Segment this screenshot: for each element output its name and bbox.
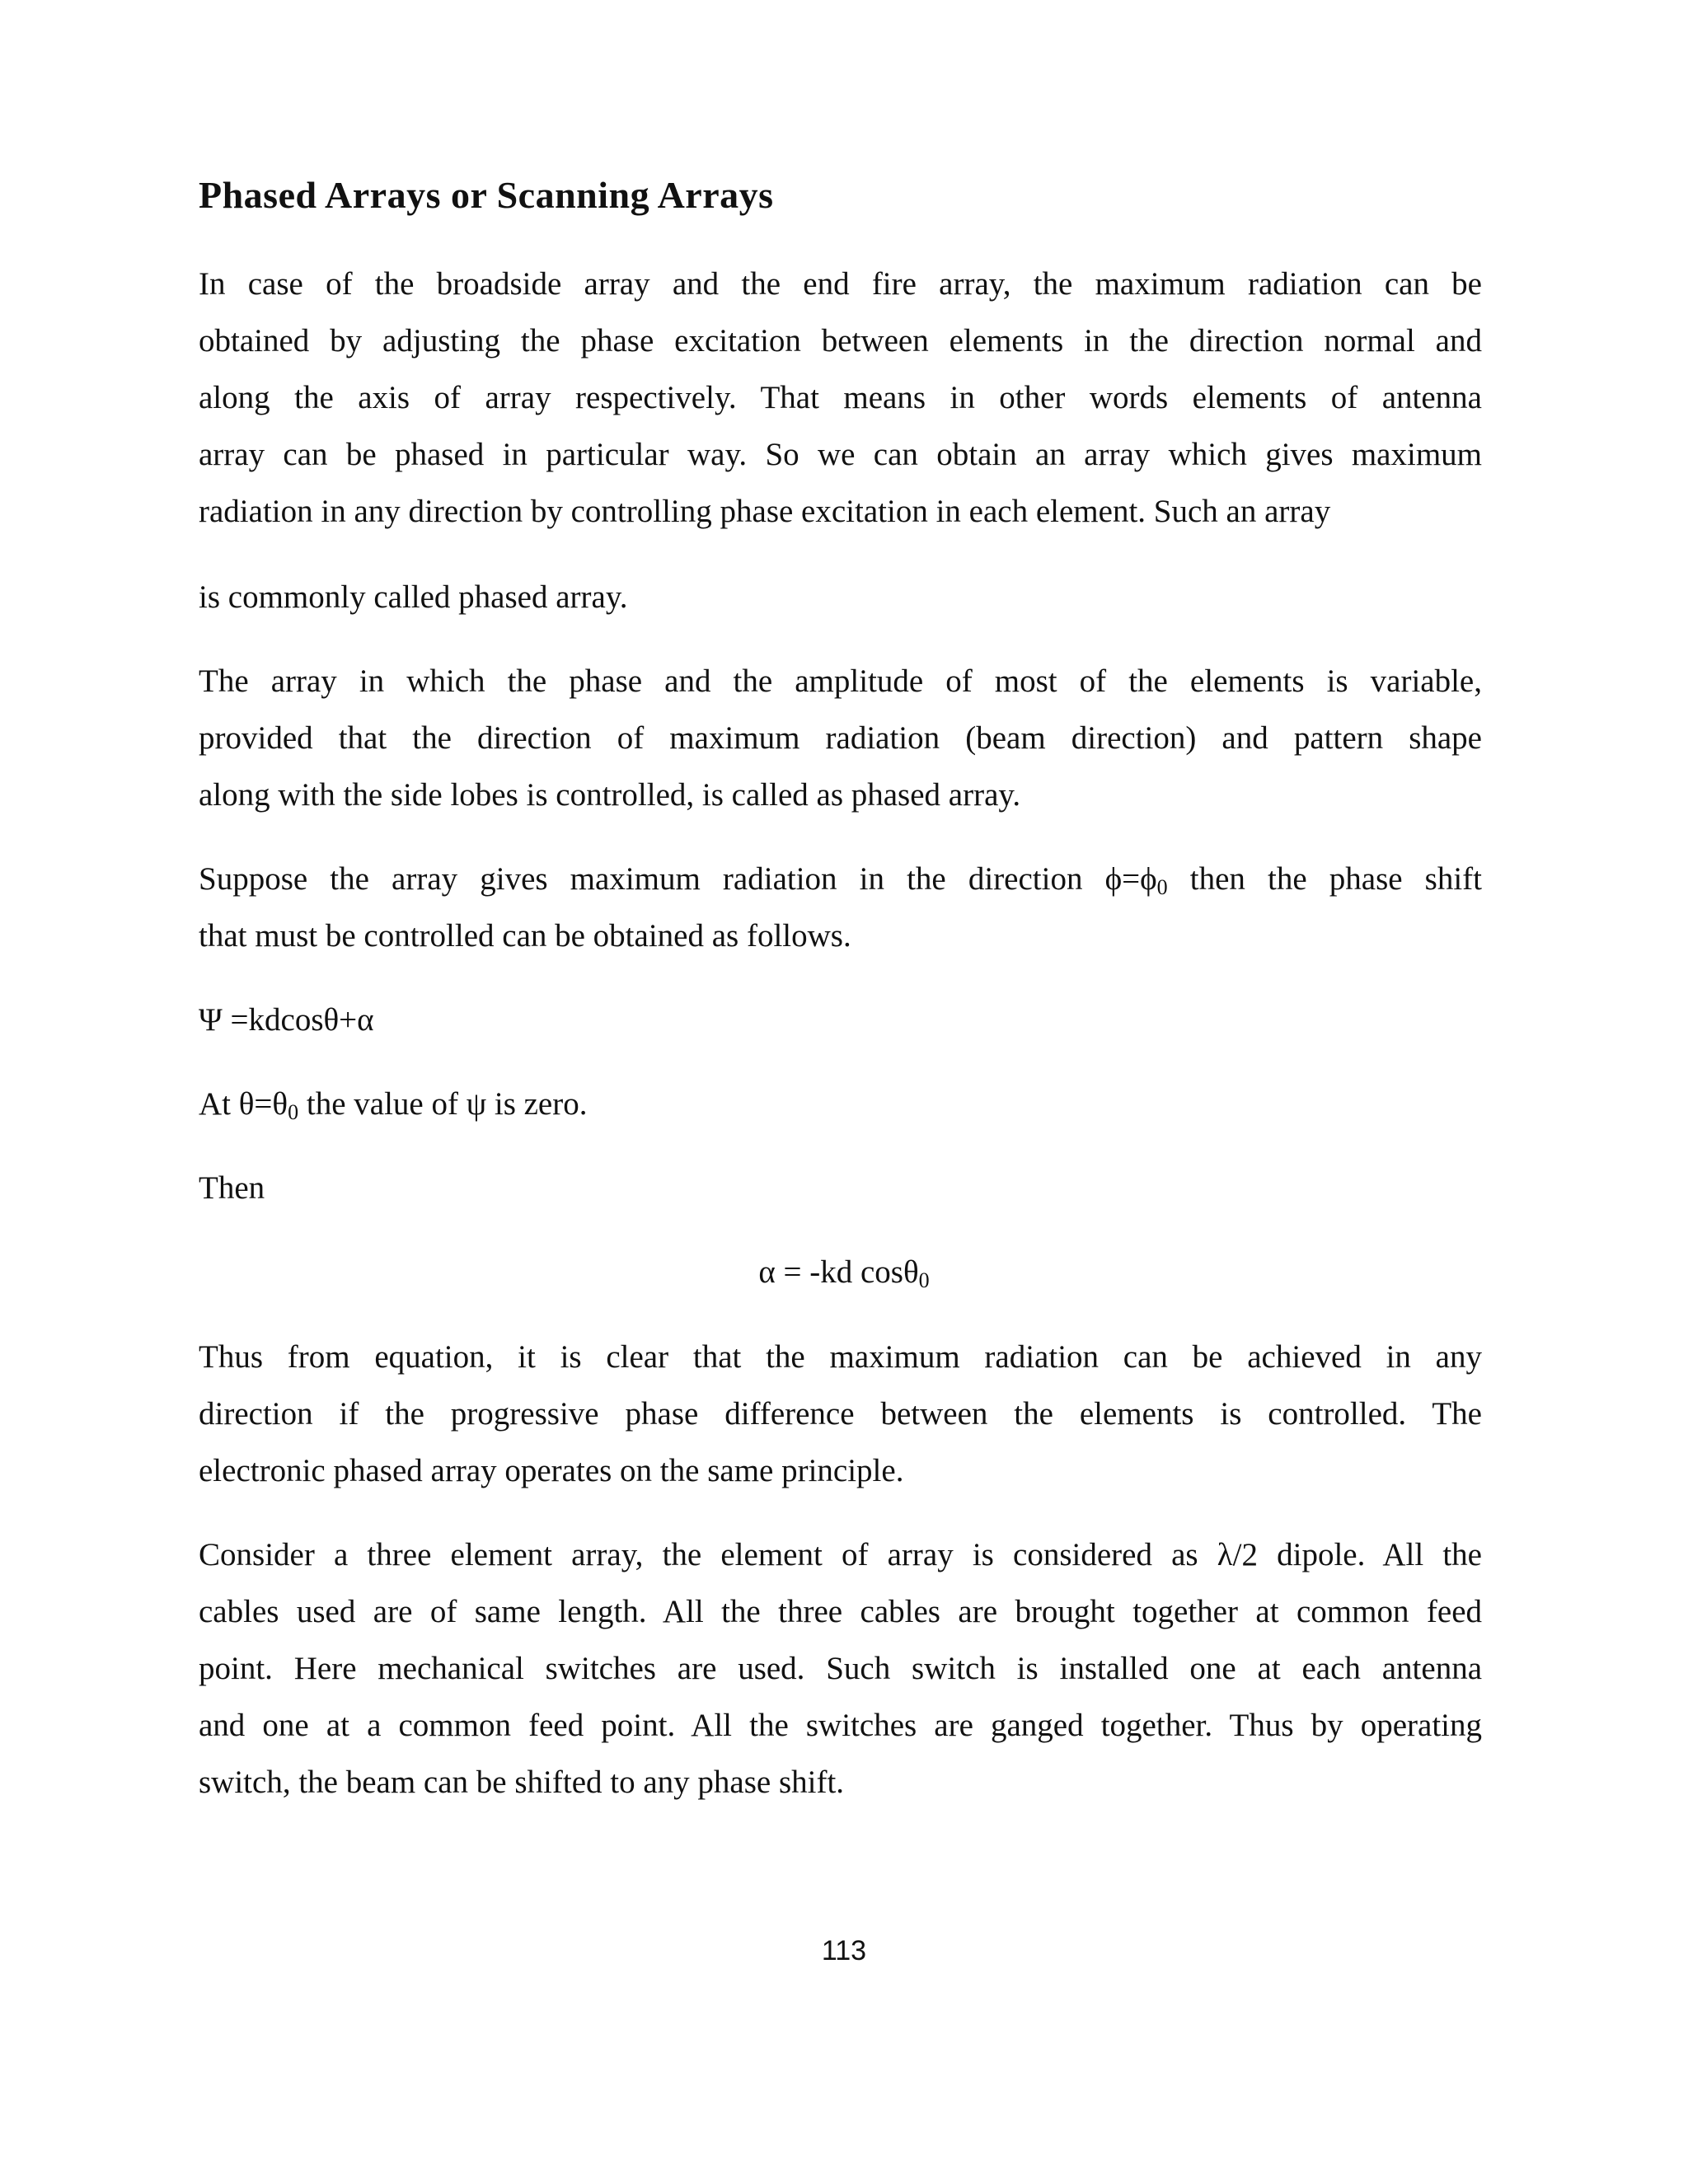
text-line — [199, 1076, 1482, 1132]
text-fragment: Suppose the array gives maximum radiation in the direction ϕ=ϕ — [199, 861, 1157, 897]
text-line: radiation in any direction by controlling phase excitation in each element. Such an array — [199, 494, 1331, 529]
paragraph-conclusion — [199, 1329, 1482, 1499]
text-line: direction if the progressive phase difference between the elements is controlled. The — [199, 1396, 1482, 1432]
text-line: array can be phased in particular way. So we can obtain an array which gives maximum — [199, 437, 1482, 472]
text-line: Consider a three element array, the element of array is considered as λ/2 dipole. All the — [199, 1537, 1482, 1572]
equation-psi — [199, 991, 1482, 1048]
text-line: cables used are of same length. All the three cables are brought together at common feed — [199, 1594, 1482, 1629]
text-line: provided that the direction of maximum radiation (beam direction) and pattern shape — [199, 720, 1482, 756]
text-fragment: the value of ψ is zero. — [298, 1086, 588, 1122]
text-fragment: At θ=θ — [199, 1086, 288, 1122]
text-line: along with the side lobes is controlled, is called as phased array. — [199, 777, 1021, 813]
paragraph-definition — [199, 653, 1482, 823]
page-number: 113 — [821, 1935, 867, 1966]
then-label — [199, 1160, 1482, 1216]
text-line: obtained by adjusting the phase excitation between elements in the direction normal and — [199, 323, 1482, 359]
paragraph-three-element — [199, 1526, 1482, 1811]
text-line: electronic phased array operates on the same principle. — [199, 1453, 904, 1488]
text-line: point. Here mechanical switches are used. Such switch is installed one at each antenna — [199, 1651, 1482, 1686]
text-line: Then — [199, 1170, 265, 1206]
subscript: 0 — [918, 1268, 930, 1292]
text-line — [199, 851, 1482, 907]
equation-text: α = -kd cosθ — [758, 1254, 919, 1290]
subscript: 0 — [288, 1100, 299, 1124]
section-heading: Phased Arrays or Scanning Arrays — [199, 174, 774, 216]
paragraph-suppose — [199, 851, 1482, 964]
text-line: and one at a common feed point. All the switches are ganged together. Thus by operating — [199, 1708, 1482, 1743]
paragraph-intro — [199, 255, 1482, 540]
text-line: is commonly called phased array. — [199, 579, 628, 615]
text-line: that must be controlled can be obtained as follows. — [199, 918, 851, 954]
text-line: Thus from equation, it is clear that the maximum radiation can be achieved in any — [199, 1339, 1482, 1375]
equation-alpha — [0, 1244, 1688, 1301]
text-line: switch, the beam can be shifted to any phase shift. — [199, 1765, 845, 1800]
equation-text: Ψ =kdcosθ+α — [199, 1002, 374, 1038]
text-line: In case of the broadside array and the end fire array, the maximum radiation can be — [199, 266, 1482, 302]
paragraph-intro-continued — [199, 569, 1482, 626]
text-line: The array in which the phase and the amplitude of most of the elements is variable, — [199, 663, 1482, 699]
subscript: 0 — [1156, 875, 1168, 899]
text-line: along the axis of array respectively. That means in other words elements of antenna — [199, 380, 1482, 415]
text-fragment: then the phase shift — [1167, 861, 1482, 897]
equation-condition — [199, 1076, 1482, 1132]
